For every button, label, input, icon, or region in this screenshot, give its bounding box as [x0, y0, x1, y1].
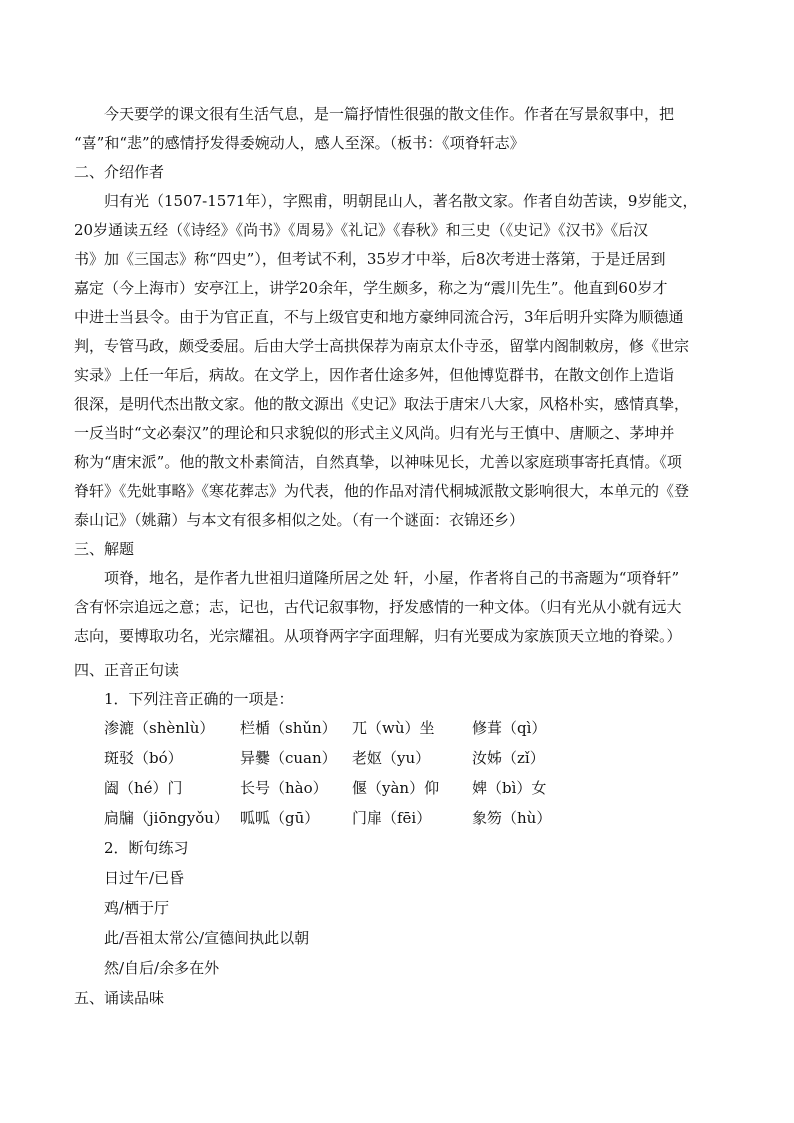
explanation-line: 志向，要博取功名，光宗耀祖。从项脊两字字面理解，归有光要成为家族顶天立地的脊梁。） [74, 627, 682, 645]
punctuation-item: 此/吾祖太常公/宣德间执此以朝 [104, 929, 310, 947]
pronunciation-item: 偃（yàn）仰 [352, 779, 440, 797]
punctuation-item: 日过午/已昏 [104, 869, 185, 887]
section-heading-recitation: 五、诵读品味 [74, 989, 165, 1007]
author-line: 书》加《三国志》称“四史”），但考试不利，35岁才中举，后8次考进士落第，于是迁居到 [74, 250, 666, 268]
section-heading-title-explanation: 三、解题 [74, 540, 135, 558]
pronunciation-item: 异爨（cuan） [240, 749, 337, 767]
author-line: 实录》上任一年后，病故。在文学上，因作者仕途多舛，但他博览群书，在散文创作上造诣 [74, 366, 675, 384]
author-line: 嘉定（今上海市）安亭江上，讲学20余年，学生颇多，称之为“震川先生”。他直到60岁才 [74, 279, 668, 297]
author-line: 一反当时“文必秦汉”的理论和只求貌似的形式主义风尚。归有光与王慎中、唐顺之、茅坤并 [74, 424, 675, 442]
pronunciation-item: 兀（wù）坐 [352, 719, 435, 737]
pronunciation-item: 门扉（fēi） [352, 809, 432, 827]
question-2: 2．断句练习 [104, 839, 189, 857]
pronunciation-item: 婢（bì）女 [472, 779, 547, 797]
pronunciation-item: 老妪（yu） [352, 749, 431, 767]
intro-line: 今天要学的课文很有生活气息，是一篇抒情性很强的散文佳作。作者在写景叙事中，把 [104, 105, 675, 123]
author-line: 归有光（1507-1571年），字熙甫，明朝昆山人，著名散文家。作者自幼苦读，9岁能文， [104, 192, 698, 210]
punctuation-item: 鸡/栖于厅 [104, 899, 170, 917]
author-line: 脊轩》《先妣事略》《寒花葬志》为代表，他的作品对清代桐城派散文影响很大，本单元的《登 [74, 482, 690, 500]
pronunciation-item: 象笏（hù） [472, 809, 552, 827]
author-line: 很深，是明代杰出散文家。他的散文源出《史记》取法于唐宋八大家，风格朴实，感情真挚， [74, 395, 690, 413]
explanation-line: 项脊，地名，是作者九世祖归道隆所居之处 轩，小屋，作者将自己的书斋题为“项脊轩” [104, 569, 680, 587]
question-1: 1．下列注音正确的一项是： [104, 690, 294, 708]
pronunciation-item: 扃牖（jiōngyǒu） [104, 809, 229, 827]
author-line: 中进士当县令。由于为官正直，不与上级官吏和地方豪绅同流合污，3年后明升实降为顺德通 [74, 308, 684, 326]
section-heading-author: 二、介绍作者 [74, 163, 165, 181]
pronunciation-item: 阖（hé）门 [104, 779, 183, 797]
punctuation-item: 然/自后/余多在外 [104, 959, 220, 977]
author-line: 泰山记》（姚鼐）与本文有很多相似之处。（有一个谜面：衣锦还乡） [74, 511, 525, 529]
pronunciation-item: 修葺（qì） [472, 719, 547, 737]
author-line: 判，专管马政，颇受委屈。后由大学士高拱保荐为南京太仆寺丞，留掌内阁制敕房，修《世宗 [74, 337, 690, 355]
pronunciation-item: 长号（hào） [240, 779, 328, 797]
pronunciation-item: 渗漉（shènlù） [104, 719, 215, 737]
author-line: 称为“唐宋派”。他的散文朴素简洁，自然真挚，以神味见长，尤善以家庭琐事寄托真情。《项 [74, 453, 682, 471]
author-line: 20岁通读五经（《诗经》《尚书》《周易》《礼记》《春秋》和三史（《史记》《汉书》《后汉 [74, 221, 649, 239]
intro-line: “喜”和“悲”的感情抒发得委婉动人，感人至深。（板书：《项脊轩志》 [74, 134, 525, 152]
pronunciation-item: 呱呱（gū） [240, 809, 320, 827]
pronunciation-item: 汝姊（zǐ） [472, 749, 545, 767]
pronunciation-item: 栏楯（shǔn） [240, 719, 337, 737]
pronunciation-item: 斑驳（bó） [104, 749, 183, 767]
section-heading-pronunciation: 四、正音正句读 [74, 661, 180, 679]
explanation-line: 含有怀宗追远之意；志，记也，古代记叙事物，抒发感情的一种文体。（归有光从小就有远大 [74, 598, 682, 616]
